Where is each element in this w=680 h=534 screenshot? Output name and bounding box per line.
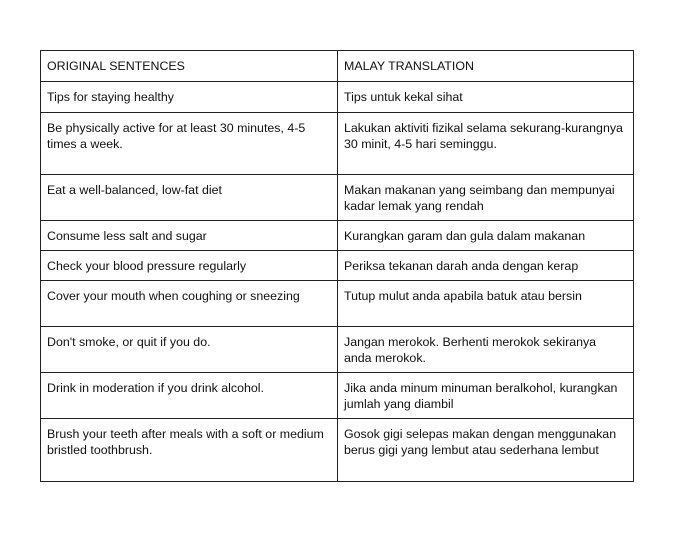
malay-cell: Kurangkan garam dan gula dalam makanan <box>338 221 634 251</box>
malay-cell: Jangan merokok. Berhenti merokok sekiranya anda merokok. <box>338 327 634 373</box>
table-row <box>41 373 634 419</box>
table-row <box>41 251 634 281</box>
original-cell: Eat a well-balanced, low-fat diet <box>41 175 338 221</box>
original-cell: Brush your teeth after meals with a soft or medium bristled toothbrush. <box>41 419 338 482</box>
translation-table <box>40 50 634 482</box>
original-cell: Tips for staying healthy <box>41 82 338 113</box>
malay-cell: Tips untuk kekal sihat <box>338 82 634 113</box>
original-cell: Check your blood pressure regularly <box>41 251 338 281</box>
table-row <box>41 221 634 251</box>
table-header-row <box>41 51 634 82</box>
malay-cell: Tutup mulut anda apabila batuk atau bersin <box>338 281 634 327</box>
original-cell: Don't smoke, or quit if you do. <box>41 327 338 373</box>
table-row <box>41 113 634 175</box>
malay-cell: Makan makanan yang seimbang dan mempunyai kadar lemak yang rendah <box>338 175 634 221</box>
table-row <box>41 327 634 373</box>
original-cell: Drink in moderation if you drink alcohol. <box>41 373 338 419</box>
table-row <box>41 82 634 113</box>
table-row <box>41 175 634 221</box>
malay-cell: Periksa tekanan darah anda dengan kerap <box>338 251 634 281</box>
original-cell: Cover your mouth when coughing or sneezing <box>41 281 338 327</box>
header-malay: MALAY TRANSLATION <box>338 51 634 82</box>
malay-cell: Lakukan aktiviti fizikal selama sekurang-kurangnya 30 minit, 4-5 hari seminggu. <box>338 113 634 175</box>
table-row <box>41 419 634 482</box>
original-cell: Consume less salt and sugar <box>41 221 338 251</box>
original-cell: Be physically active for at least 30 minutes, 4-5 times a week. <box>41 113 338 175</box>
malay-cell: Gosok gigi selepas makan dengan menggunakan berus gigi yang lembut atau sederhana lembut <box>338 419 634 482</box>
malay-cell: Jika anda minum minuman beralkohol, kurangkan jumlah yang diambil <box>338 373 634 419</box>
header-original: ORIGINAL SENTENCES <box>41 51 338 82</box>
table-row <box>41 281 634 327</box>
